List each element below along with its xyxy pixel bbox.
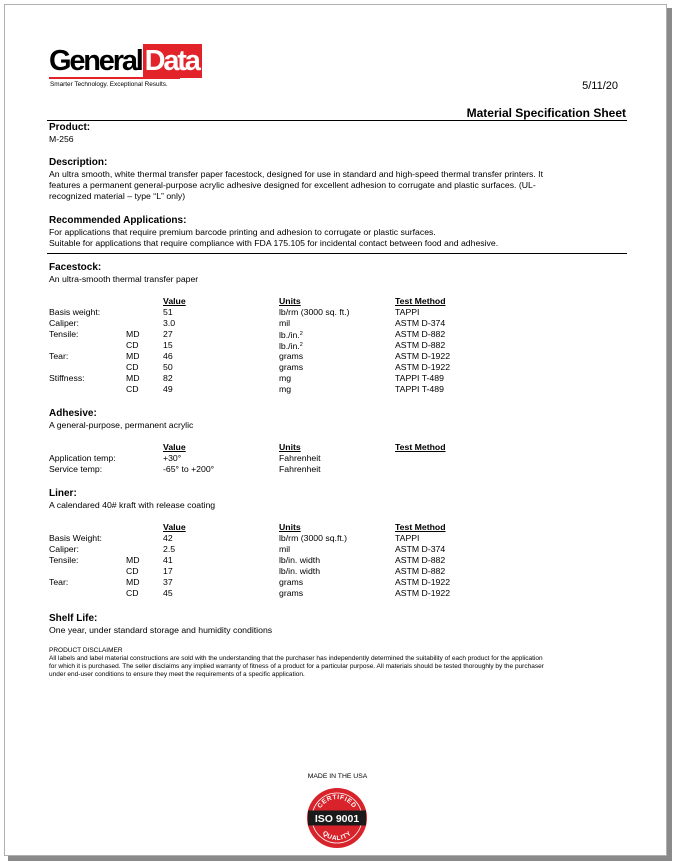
col-header-units: Units bbox=[279, 442, 301, 452]
row-label: Caliper: bbox=[49, 318, 79, 328]
row-value: 41 bbox=[163, 555, 173, 565]
col-header-units: Units bbox=[279, 296, 301, 306]
row-units: Fahrenheit bbox=[279, 464, 321, 474]
row-direction: CD bbox=[126, 362, 139, 372]
made-in-usa-label: MADE IN THE USA bbox=[307, 773, 368, 780]
row-units: grams bbox=[279, 362, 304, 372]
description-line-1: An ultra smooth, white thermal transfer paper facestock, designed for use in standard and high-speed thermal transfer printers. It bbox=[49, 169, 543, 179]
row-label: Basis Weight: bbox=[49, 533, 102, 543]
product-heading: Product: bbox=[49, 122, 91, 133]
row-direction: MD bbox=[126, 329, 140, 339]
row-value: 27 bbox=[163, 329, 173, 339]
row-method: TAPPI bbox=[395, 533, 420, 543]
generaldata-logo bbox=[49, 44, 199, 90]
divider-middle bbox=[47, 253, 627, 254]
row-value: -65° to +200° bbox=[163, 464, 215, 474]
document-title: Material Specification Sheet bbox=[466, 106, 626, 120]
row-method: ASTM D-1922 bbox=[395, 362, 451, 372]
row-method: ASTM D-882 bbox=[395, 555, 446, 565]
row-direction: CD bbox=[126, 566, 139, 576]
row-units: mg bbox=[279, 384, 292, 394]
row-units: grams bbox=[279, 351, 304, 361]
row-method: ASTM D-882 bbox=[395, 329, 446, 339]
row-value: 82 bbox=[163, 373, 173, 383]
disclaimer-heading: PRODUCT DISCLAIMER bbox=[49, 647, 123, 654]
row-value: 15 bbox=[163, 340, 173, 350]
page-shadow-bottom bbox=[8, 856, 672, 861]
row-units: lb/rm (3000 sq.ft.) bbox=[279, 533, 348, 543]
facestock-heading: Facestock: bbox=[49, 262, 102, 273]
iso-9001-seal-icon bbox=[304, 785, 370, 851]
row-units-exponent: 2 bbox=[299, 342, 303, 348]
product-value: M-256 bbox=[49, 134, 74, 144]
row-direction: MD bbox=[126, 373, 140, 383]
row-method: ASTM D-1922 bbox=[395, 351, 451, 361]
row-label: Tensile: bbox=[49, 329, 79, 339]
row-direction: CD bbox=[126, 588, 139, 598]
row-direction: MD bbox=[126, 351, 140, 361]
row-method: ASTM D-374 bbox=[395, 544, 446, 554]
description-line-3: recognized material – type “L” only) bbox=[49, 191, 186, 201]
row-units: mil bbox=[279, 544, 291, 554]
description-line-2: features a permanent general-purpose acrylic adhesive designed for excellent adhesion to corrugate and plastic surfaces. (UL- bbox=[49, 180, 536, 190]
row-units: mg bbox=[279, 373, 292, 383]
logo-tagline: Smarter Technology. Exceptional Results. bbox=[50, 81, 168, 88]
row-value: 42 bbox=[163, 533, 173, 543]
row-units: lb/rm (3000 sq. ft.) bbox=[279, 307, 350, 317]
row-units: mil bbox=[279, 318, 291, 328]
page-shadow-right bbox=[667, 8, 672, 859]
row-value: 2.5 bbox=[163, 544, 176, 554]
liner-description: A calendared 40# kraft with release coating bbox=[49, 500, 216, 510]
seal-top-textpath: CERTIFIED bbox=[316, 793, 358, 810]
row-label: Service temp: bbox=[49, 464, 103, 474]
description-heading: Description: bbox=[49, 157, 108, 168]
row-label: Tensile: bbox=[49, 555, 79, 565]
row-units: grams bbox=[279, 577, 304, 587]
logo-word-data: Data bbox=[143, 44, 202, 78]
facestock-description: An ultra-smooth thermal transfer paper bbox=[49, 274, 199, 284]
col-header-test-method: Test Method bbox=[395, 442, 446, 452]
row-units-text: lb./in. bbox=[279, 341, 300, 351]
col-header-test-method: Test Method bbox=[395, 522, 446, 532]
row-direction: CD bbox=[126, 340, 139, 350]
row-value: 37 bbox=[163, 577, 173, 587]
disclaimer-text bbox=[49, 655, 631, 679]
col-header-test-method: Test Method bbox=[395, 296, 446, 306]
row-label: Basis weight: bbox=[49, 307, 101, 317]
row-label: Stiffness: bbox=[49, 373, 85, 383]
row-units: grams bbox=[279, 588, 304, 598]
seal-center-text: ISO 9001 bbox=[314, 813, 360, 825]
row-direction: MD bbox=[126, 577, 140, 587]
row-value: 51 bbox=[163, 307, 173, 317]
document-date: 5/11/20 bbox=[582, 80, 618, 92]
row-value: 17 bbox=[163, 566, 173, 576]
row-value: 3.0 bbox=[163, 318, 176, 328]
logo-underline bbox=[49, 77, 180, 79]
adhesive-heading: Adhesive: bbox=[49, 408, 97, 419]
row-method: ASTM D-1922 bbox=[395, 588, 451, 598]
applications-line-2: Suitable for applications that require compliance with FDA 175.105 for incidental contact between food and adhesive. bbox=[49, 238, 499, 248]
applications-line-1: For applications that require premium barcode printing and adhesion to corrugate or plastic surfaces. bbox=[49, 227, 436, 237]
row-label: Tear: bbox=[49, 577, 69, 587]
row-label: Application temp: bbox=[49, 453, 116, 463]
row-units: lb/in. width bbox=[279, 555, 321, 565]
col-header-value: Value bbox=[163, 442, 186, 452]
row-method: ASTM D-374 bbox=[395, 318, 446, 328]
row-value: 45 bbox=[163, 588, 173, 598]
col-header-units: Units bbox=[279, 522, 301, 532]
row-units-text: lb./in. bbox=[279, 330, 300, 340]
row-label: Tear: bbox=[49, 351, 69, 361]
row-method: ASTM D-882 bbox=[395, 340, 446, 350]
row-value: 46 bbox=[163, 351, 173, 361]
divider-top bbox=[47, 120, 627, 121]
row-label: Caliper: bbox=[49, 544, 79, 554]
shelf-life-value: One year, under standard storage and humidity conditions bbox=[49, 625, 273, 635]
logo-wordmark bbox=[49, 44, 202, 78]
row-method: ASTM D-882 bbox=[395, 566, 446, 576]
liner-heading: Liner: bbox=[49, 488, 77, 499]
disclaimer-line-2: for which it is purchased. The seller disclaims any implied warranty of fitness of a product for a particular purpose. All materials should be tested thoroughly by the purchaser bbox=[49, 663, 544, 670]
logo-word-general: General bbox=[49, 45, 142, 77]
row-method: TAPPI bbox=[395, 307, 420, 317]
shelf-life-heading: Shelf Life: bbox=[49, 613, 98, 624]
col-header-value: Value bbox=[163, 296, 186, 306]
row-method: ASTM D-1922 bbox=[395, 577, 451, 587]
row-value: +30° bbox=[163, 453, 182, 463]
row-units: Fahrenheit bbox=[279, 453, 321, 463]
disclaimer-line-3: under end-user conditions to ensure they meet the requirements of a specific application. bbox=[49, 671, 305, 678]
col-header-value: Value bbox=[163, 522, 186, 532]
row-direction: MD bbox=[126, 555, 140, 565]
row-method: TAPPI T-489 bbox=[395, 384, 444, 394]
row-direction: CD bbox=[126, 384, 139, 394]
row-method: TAPPI T-489 bbox=[395, 373, 444, 383]
seal-bottom-textpath: QUALITY bbox=[320, 829, 354, 843]
row-value: 50 bbox=[163, 362, 173, 372]
row-units: lb/in. width bbox=[279, 566, 321, 576]
adhesive-description: A general-purpose, permanent acrylic bbox=[49, 420, 194, 430]
disclaimer-line-1: All labels and label material constructions are sold with the understanding that the purchaser has independently determined the suitability of each product for the application bbox=[49, 655, 543, 662]
applications-heading: Recommended Applications: bbox=[49, 215, 187, 226]
row-value: 49 bbox=[163, 384, 173, 394]
row-units-exponent: 2 bbox=[299, 331, 303, 337]
